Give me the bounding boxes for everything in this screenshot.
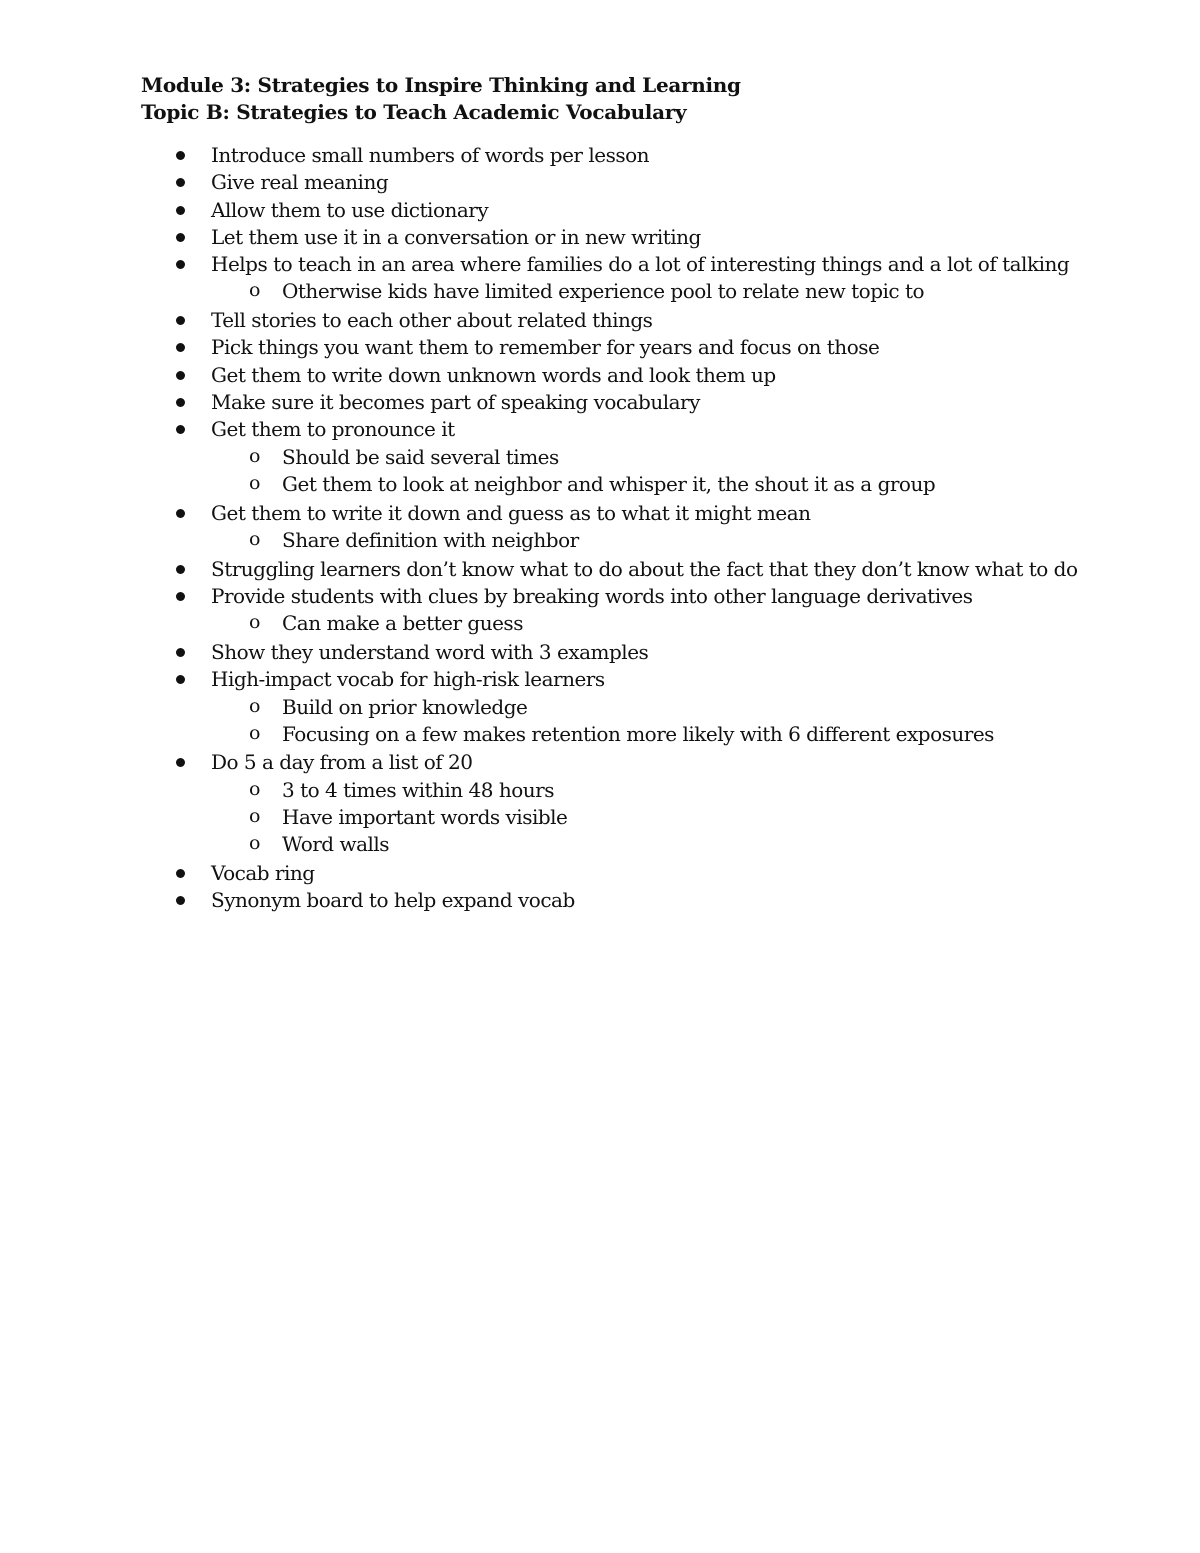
module-title: Module 3: Strategies to Inspire Thinking and Learning	[141, 73, 741, 97]
list-item	[0, 749, 1200, 776]
sub-list-item	[0, 777, 1200, 804]
sub-bullet-icon: o	[249, 471, 261, 494]
sub-list-item	[0, 721, 1200, 748]
bullet-icon	[176, 896, 185, 905]
list-item	[0, 666, 1200, 693]
bullet-icon	[176, 592, 185, 601]
sub-bullet-icon: o	[249, 777, 261, 800]
bullet-icon	[176, 178, 185, 187]
list-item	[0, 583, 1200, 610]
list-item	[0, 169, 1200, 196]
list-item-text: Pick things you want them to remember for years and focus on those	[211, 335, 880, 360]
bullet-icon	[176, 206, 185, 215]
bullet-icon	[176, 151, 185, 160]
sub-list-item-text: Build on prior knowledge	[282, 694, 528, 719]
bullet-icon	[176, 343, 185, 352]
list-item	[0, 639, 1200, 666]
sub-list-item-text: 3 to 4 times within 48 hours	[282, 777, 554, 802]
list-item	[0, 500, 1200, 527]
list-item	[0, 362, 1200, 389]
list-item-text: Let them use it in a conversation or in new writing	[211, 224, 701, 249]
sub-list-item-text: Word walls	[282, 832, 390, 857]
list-item-text: Helps to teach in an area where families do a lot of interesting things and a lot of talking	[211, 252, 1070, 277]
list-item-text: Get them to write it down and guess as to what it might mean	[211, 500, 811, 525]
sub-list-item-text: Share definition with neighbor	[282, 527, 579, 552]
list-item-text: Provide students with clues by breaking words into other language derivatives	[211, 583, 973, 608]
bullet-icon	[176, 758, 185, 767]
bullet-icon	[176, 371, 185, 380]
sub-list-item	[0, 471, 1200, 498]
sub-list-item-text: Focusing on a few makes retention more likely with 6 different exposures	[282, 721, 994, 746]
sub-list-item	[0, 804, 1200, 831]
list-item-text: Make sure it becomes part of speaking vocabulary	[211, 390, 700, 415]
list-item-text: High-impact vocab for high-risk learners	[211, 667, 605, 692]
sub-bullet-icon: o	[249, 721, 261, 744]
list-item	[0, 224, 1200, 251]
notes-list	[0, 142, 1200, 915]
sub-list-item	[0, 444, 1200, 471]
bullet-icon	[176, 398, 185, 407]
sub-list-item	[0, 278, 1200, 305]
sub-list-item	[0, 527, 1200, 554]
sub-bullet-icon: o	[249, 832, 261, 855]
list-item-text: Synonym board to help expand vocab	[211, 888, 575, 913]
bullet-icon	[176, 565, 185, 574]
bullet-icon	[176, 675, 185, 684]
list-item-text: Struggling learners don’t know what to do about the fact that they don’t know what to do	[211, 556, 1078, 581]
list-item	[0, 307, 1200, 334]
list-item-text: Vocab ring	[211, 861, 315, 886]
sub-bullet-icon: o	[249, 444, 261, 467]
list-item-text: Do 5 a day from a list of 20	[211, 750, 473, 775]
list-item	[0, 860, 1200, 887]
sub-list-item-text: Have important words visible	[282, 805, 568, 830]
bullet-icon	[176, 316, 185, 325]
sub-list-item	[0, 694, 1200, 721]
sub-bullet-icon: o	[249, 279, 261, 302]
list-item-text: Allow them to use dictionary	[211, 197, 489, 222]
document-header	[141, 72, 741, 126]
list-item-text: Get them to write down unknown words and look them up	[211, 362, 776, 387]
list-item-text: Introduce small numbers of words per lesson	[211, 143, 650, 167]
bullet-icon	[176, 869, 185, 878]
list-item-text: Tell stories to each other about related things	[211, 308, 653, 333]
list-item	[0, 416, 1200, 443]
list-item-text: Get them to pronounce it	[211, 417, 455, 442]
list-item	[0, 251, 1200, 278]
list-item	[0, 887, 1200, 914]
bullet-icon	[176, 648, 185, 657]
bullet-icon	[176, 260, 185, 269]
sub-list-item	[0, 831, 1200, 858]
sub-list-item	[0, 610, 1200, 637]
list-item	[0, 142, 1200, 169]
bullet-icon	[176, 233, 185, 242]
sub-list-item-text: Can make a better guess	[282, 611, 523, 636]
sub-bullet-icon: o	[249, 611, 261, 634]
sub-list-item-text: Otherwise kids have limited experience pool to relate new topic to	[282, 279, 925, 304]
list-item	[0, 197, 1200, 224]
list-item	[0, 389, 1200, 416]
sub-bullet-icon: o	[249, 527, 261, 550]
bullet-icon	[176, 425, 185, 434]
list-item-text: Show they understand word with 3 examples	[211, 639, 649, 664]
list-item	[0, 334, 1200, 361]
bullet-icon	[176, 509, 185, 518]
sub-list-item-text: Get them to look at neighbor and whisper it, the shout it as a group	[282, 471, 936, 496]
topic-title: Topic B: Strategies to Teach Academic Vocabulary	[141, 100, 687, 124]
sub-list-item-text: Should be said several times	[282, 444, 559, 469]
list-item-text: Give real meaning	[211, 170, 389, 195]
sub-bullet-icon: o	[249, 694, 261, 717]
sub-bullet-icon: o	[249, 805, 261, 828]
list-item	[0, 556, 1200, 583]
